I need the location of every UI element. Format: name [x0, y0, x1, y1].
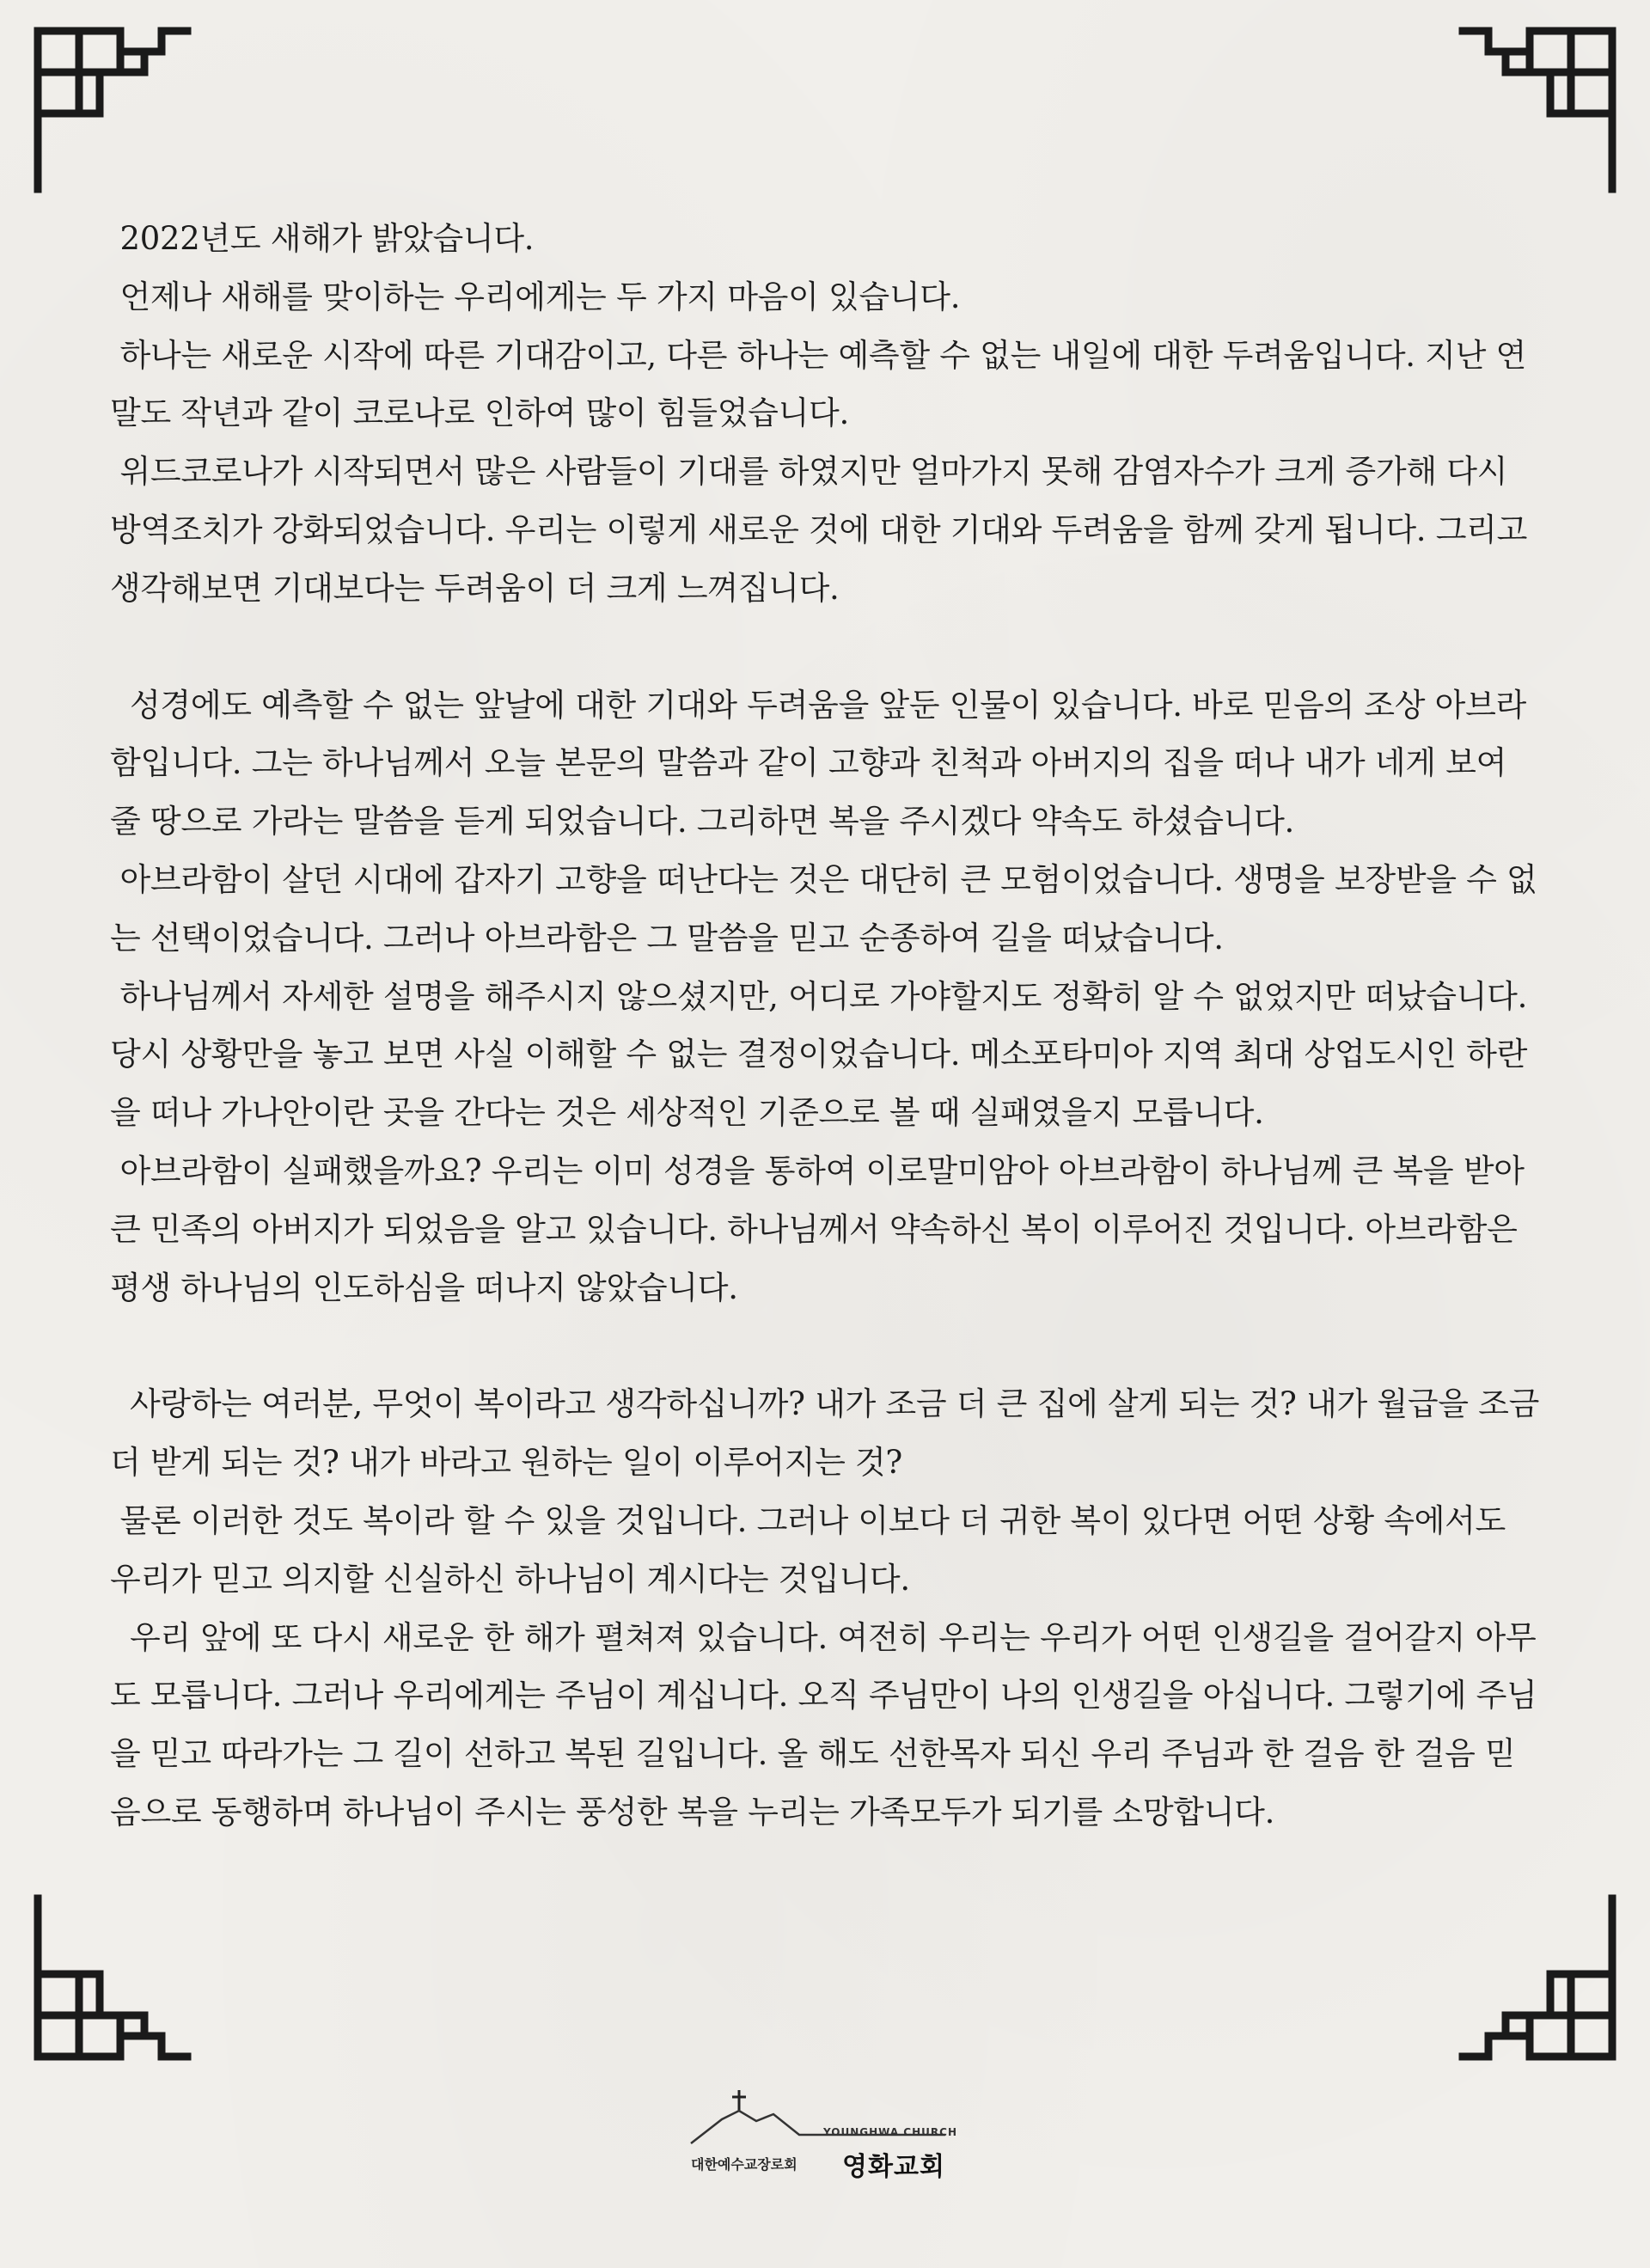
corner-ornament-top-left — [33, 26, 205, 198]
letter-body — [110, 210, 1549, 1842]
letter-paragraph: 하나님께서 자세한 설명을 해주시지 않으셨지만, 어디로 가야할지도 정확히 알 수 없었지만 떠났습니다. 당시 상황만을 놓고 보면 사실 이해할 수 없는 결정이었습니다. 메소포타미아 지역 최대 상업도시인 하란을 떠나 가나안이란 곳을 간다는 것은 세상적인 기준으로 볼 때 실패였을지 모릅니다. — [110, 977, 1537, 1132]
letter-paragraph: 우리 앞에 또 다시 새로운 한 해가 펼쳐져 있습니다. 여전히 우리는 우리가 어떤 인생길을 걸어갈지 아무도 모릅니다. 그러나 우리에게는 주님이 계십니다. 오직 주님만이 나의 인생길을 아십니다. 그렇기에 주님을 믿고 따라가는 그 길이 선하고 복된 길입니다. 올 해도 선한목자 되신 우리 주님과 한 걸음 한 걸음 믿음으로 동행하며 하나님이 주시는 풍성한 복을 누리는 가족모두가 되기를 소망합니다. — [110, 1618, 1537, 1831]
logo-denomination: 대한예수교장로회 — [691, 2156, 798, 2173]
letter-paragraph: 아브라함이 살던 시대에 갑자기 고향을 떠난다는 것은 대단히 큰 모험이었습니다. 생명을 보장받을 수 없는 선택이었습니다. 그러나 아브라함은 그 말씀을 믿고 순종하여 길을 떠났습니다. — [110, 860, 1537, 957]
corner-ornament-icon — [33, 1890, 205, 2062]
letter-paragraph: 아브라함이 실패했을까요? 우리는 이미 성경을 통하여 이로말미암아 아브라함이 하나님께 큰 복을 받아 큰 민족의 아버지가 되었음을 알고 있습니다. 하나님께서 약속하신 복이 이루어진 것입니다. 아브라함은 평생 하나님의 인도하심을 떠나지 않았습니다. — [110, 1152, 1535, 1306]
letter-paragraph: 사랑하는 여러분, 무엇이 복이라고 생각하십니까? 내가 조금 더 큰 집에 살게 되는 것? 내가 월급을 조금 더 받게 되는 것? 내가 바라고 원하는 일이 이루어지는 것? — [110, 1385, 1549, 1482]
logo-church-name: 영화교회 — [842, 2152, 945, 2182]
paragraph-spacer — [110, 1317, 1540, 1375]
letter-paragraph: 성경에도 예측할 수 없는 앞날에 대한 기대와 두려움을 앞둔 인물이 있습니다. 바로 믿음의 조상 아브라함입니다. 그는 하나님께서 오늘 본문의 말씀과 같이 고향과 친척과 아버지의 집을 떠나 내가 네게 보여 줄 땅으로 가라는 말씀을 듣게 되었습니다. 그리하면 복을 주시겠다 약속도 하셨습니다. — [110, 686, 1526, 841]
church-logo — [688, 2085, 962, 2188]
letter-paragraph: 물론 이러한 것도 복이라 할 수 있을 것입니다. 그러나 이보다 더 귀한 복이 있다면 어떤 상황 속에서도 우리가 믿고 의지할 신실하신 하나님이 계시다는 것입니다. — [110, 1501, 1516, 1598]
cross-icon — [732, 2090, 746, 2111]
letter-paragraph: 언제나 새해를 맞이하는 우리에게는 두 가지 마음이 있습니다. — [110, 278, 961, 315]
letter-paragraph: 위드코로나가 시작되면서 많은 사람들이 기대를 하였지만 얼마가지 못해 감염자수가 크게 증가해 다시 방역조치가 강화되었습니다. 우리는 이렇게 새로운 것에 대한 기대와 두려움을 함께 갖게 됩니다. 그리고 생각해보면 기대보다는 두려움이 더 크게 느껴집니다. — [110, 453, 1537, 607]
corner-ornament-icon — [33, 26, 205, 198]
logo-english-name: YOUNGHWA CHURCH — [823, 2126, 957, 2138]
corner-ornament-icon — [1445, 1890, 1617, 2062]
corner-ornament-top-right — [1445, 26, 1617, 198]
corner-ornament-icon — [1445, 26, 1617, 198]
paragraph-spacer — [110, 618, 1540, 676]
corner-ornament-bottom-right — [1445, 1890, 1617, 2062]
corner-ornament-bottom-left — [33, 1890, 205, 2062]
letter-paragraph: 하나는 새로운 시작에 따른 기대감이고, 다른 하나는 예측할 수 없는 내일에 대한 두려움입니다. 지난 연말도 작년과 같이 코로나로 인하여 많이 힘들었습니다. — [110, 336, 1526, 432]
letter-paragraph: 2022년도 새해가 밝았습니다. — [110, 220, 535, 257]
